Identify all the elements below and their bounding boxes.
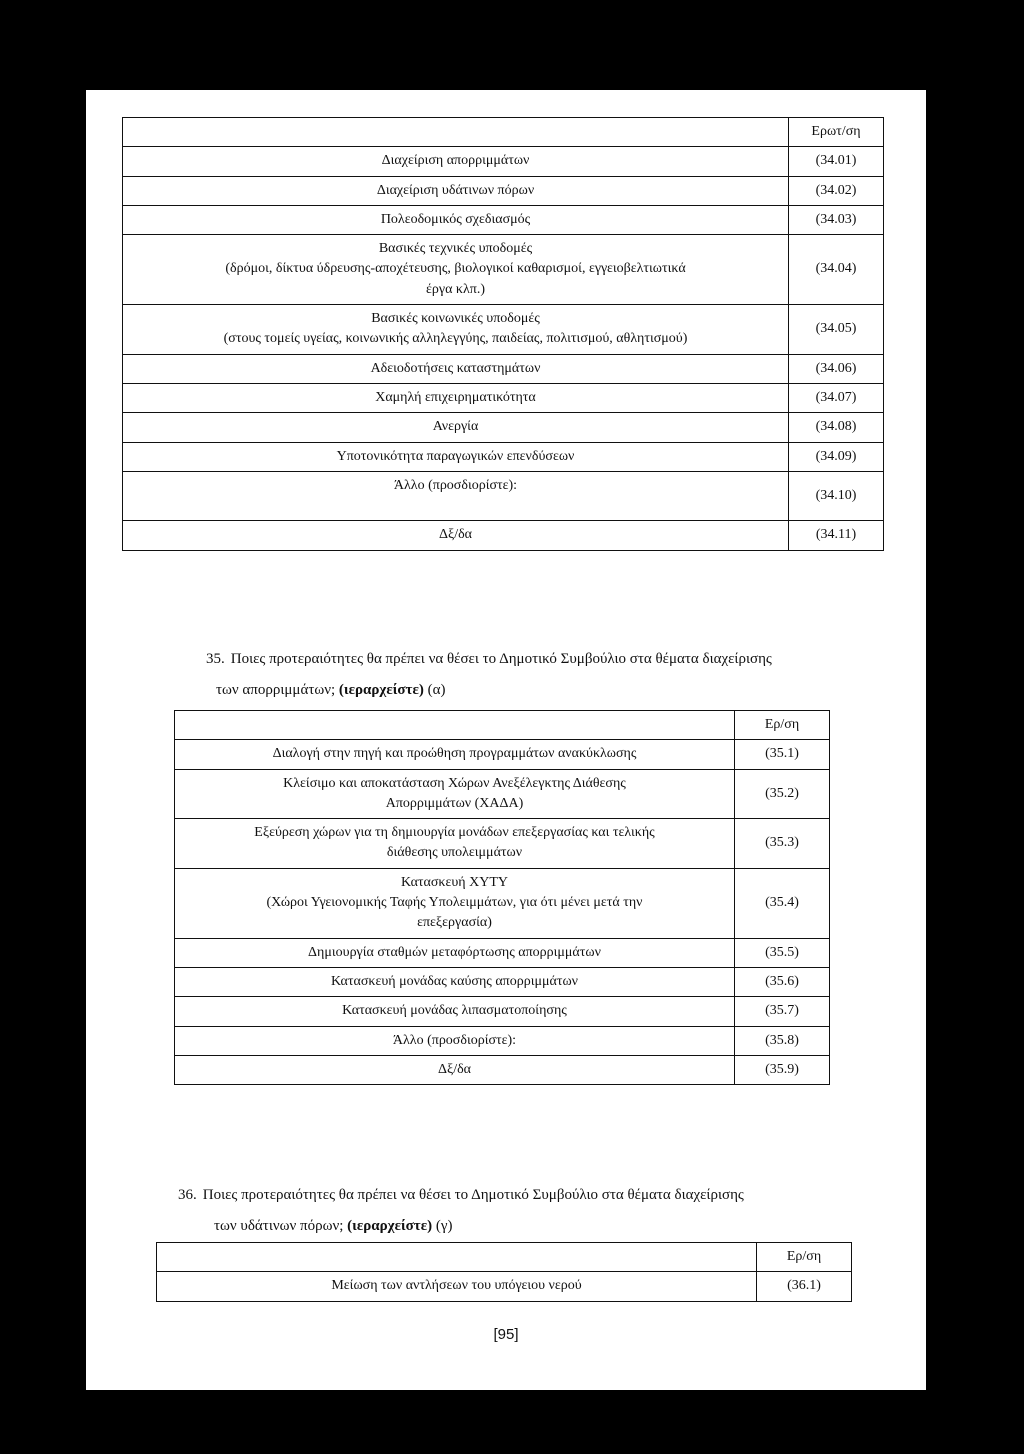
option-label-cell — [175, 819, 735, 869]
option-code-cell: (34.06) — [789, 354, 884, 383]
option-label-line: Διαχείριση απορριμμάτων — [381, 153, 530, 169]
option-label-cell — [123, 205, 789, 234]
option-code-cell: (35.6) — [735, 967, 830, 996]
option-code-cell: (34.01) — [789, 147, 884, 176]
option-label-cell — [175, 997, 735, 1026]
table-row — [123, 176, 884, 205]
option-label-cell — [123, 442, 789, 471]
option-label-line: Μείωση των αντλήσεων του υπόγειου νερού — [331, 1278, 582, 1294]
option-label-line: Κατασκευή ΧΥΤΥ — [400, 874, 508, 890]
document-page — [86, 90, 926, 1390]
option-code-cell: (34.05) — [789, 305, 884, 355]
option-code-cell: (34.03) — [789, 205, 884, 234]
option-label-cell — [123, 176, 789, 205]
option-label-cell — [123, 354, 789, 383]
table-header-row — [123, 118, 884, 147]
option-label-line: Δξ/δα — [437, 1061, 472, 1077]
option-label-cell — [175, 769, 735, 819]
table-row — [123, 442, 884, 471]
question-note: (α) — [423, 682, 446, 698]
table-row — [175, 740, 830, 769]
header-empty-cell — [175, 711, 735, 740]
option-code-cell: (34.08) — [789, 413, 884, 442]
option-label-line: (στους τομείς υγείας, κοινωνικής αλληλεγγύης, παιδείας, πολιτισμού, αθλητισμού) — [223, 331, 688, 347]
option-label-cell — [123, 521, 789, 550]
option-label-line: Εξεύρεση χώρων για τη δημιουργία μονάδων επεξεργασίας και τελικής — [254, 825, 655, 841]
table-row — [175, 1026, 830, 1055]
table-header-row — [175, 711, 830, 740]
option-label-cell — [175, 967, 735, 996]
option-label-cell — [123, 147, 789, 176]
option-label-line: Απορριμμάτων (ΧΑΔΑ) — [385, 795, 524, 811]
question-text-cont: των απορριμμάτων; — [216, 682, 339, 698]
option-label-line: (δρόμοι, δίκτυα ύδρευσης-αποχέτευσης, βιολογικοί καθαρισμοί, εγγειοβελτιωτικά — [225, 261, 686, 277]
option-label-line: Βασικές τεχνικές υποδομές — [378, 241, 533, 257]
question-36 — [178, 1180, 918, 1242]
question-number: 35. — [206, 651, 225, 667]
table-row — [123, 521, 884, 550]
question-text: Ποιες προτεραιότητες θα πρέπει να θέσει το Δημοτικό Συμβούλιο στα θέματα διαχείρισης — [202, 1187, 744, 1203]
table-row — [175, 1055, 830, 1084]
table-question-34 — [122, 117, 884, 551]
option-label-cell — [123, 305, 789, 355]
option-label-line: Διαχείριση υδάτινων πόρων — [376, 182, 535, 198]
option-label-line: έργα κλπ.) — [426, 281, 485, 297]
option-label-line: Κατασκευή μονάδας λιπασματοποίησης — [342, 1003, 567, 1019]
option-label-line: Ανεργία — [432, 419, 479, 435]
option-label-cell — [123, 235, 789, 305]
table-row — [175, 868, 830, 938]
option-code-cell: (34.11) — [789, 521, 884, 550]
table-row — [123, 471, 884, 521]
table-row — [123, 383, 884, 412]
option-code-cell: (35.1) — [735, 740, 830, 769]
option-label-line: Αδειοδοτήσεις καταστημάτων — [370, 360, 541, 376]
option-label-cell — [123, 471, 789, 521]
option-label-line: διάθεσης υπολειμμάτων — [386, 845, 523, 861]
option-label-line: Πολεοδομικός σχεδιασμός — [380, 211, 531, 227]
option-label-line: Κλείσιμο και αποκατάσταση Χώρων Ανεξέλεγκτης Διάθεσης — [283, 775, 626, 791]
table-header-row — [157, 1243, 852, 1272]
header-empty-cell — [123, 118, 789, 147]
header-empty-cell — [157, 1243, 757, 1272]
question-note: (γ) — [432, 1218, 453, 1234]
option-label-line: Υποτονικότητα παραγωγικών επενδύσεων — [336, 448, 575, 464]
option-label-cell — [123, 413, 789, 442]
option-label-cell — [123, 383, 789, 412]
option-code-cell: (34.04) — [789, 235, 884, 305]
option-label-line: Άλλο (προσδιορίστε): — [392, 1032, 517, 1048]
option-label-cell — [175, 1055, 735, 1084]
table-question-36 — [156, 1242, 852, 1302]
option-label-cell — [175, 938, 735, 967]
table-row — [123, 305, 884, 355]
option-code-cell: (34.07) — [789, 383, 884, 412]
option-code-cell: (36.1) — [757, 1272, 852, 1301]
table-row — [175, 819, 830, 869]
option-code-cell: (35.4) — [735, 868, 830, 938]
option-label-line: Δημιουργία σταθμών μεταφόρτωσης απορριμμάτων — [308, 944, 601, 960]
table-row — [123, 235, 884, 305]
option-label-line: Άλλο (προσδιορίστε): — [393, 477, 518, 493]
header-code-cell: Ερ/ση — [735, 711, 830, 740]
option-code-cell: (35.9) — [735, 1055, 830, 1084]
option-code-cell: (35.5) — [735, 938, 830, 967]
table-question-35 — [174, 710, 830, 1085]
option-code-cell: (35.8) — [735, 1026, 830, 1055]
option-label-line: Κατασκευή μονάδας καύσης απορριμμάτων — [330, 973, 579, 989]
option-code-cell: (34.02) — [789, 176, 884, 205]
option-code-cell: (35.2) — [735, 769, 830, 819]
instruction-bold: (ιεραρχείστε) — [347, 1218, 433, 1234]
option-label-line: Βασικές κοινωνικές υποδομές — [371, 311, 540, 327]
option-label-line: Δξ/δα — [438, 527, 473, 543]
option-label-cell — [157, 1272, 757, 1301]
table-row — [123, 205, 884, 234]
option-code-cell: (34.10) — [789, 471, 884, 521]
option-label-line: Διαλογή στην πηγή και προώθηση προγραμμάτων ανακύκλωσης — [272, 746, 637, 762]
table-row — [157, 1272, 852, 1301]
header-code-cell: Ερωτ/ση — [789, 118, 884, 147]
option-label-line: (Χώροι Υγειονομικής Ταφής Υπολειμμάτων, για ότι μένει μετά την — [266, 895, 643, 911]
table-row — [175, 967, 830, 996]
option-label-cell — [175, 1026, 735, 1055]
question-text: Ποιες προτεραιότητες θα πρέπει να θέσει το Δημοτικό Συμβούλιο στα θέματα διαχείρισης — [230, 651, 772, 667]
table-row — [175, 938, 830, 967]
instruction-bold: (ιεραρχείστε) — [338, 682, 424, 698]
table-row — [123, 413, 884, 442]
option-label-cell — [175, 740, 735, 769]
table-row — [123, 354, 884, 383]
question-number: 36. — [178, 1187, 197, 1203]
option-label-line — [129, 496, 782, 516]
option-label-cell — [175, 868, 735, 938]
page-number: [95] — [493, 1326, 519, 1343]
question-35 — [206, 644, 906, 706]
table-row — [175, 997, 830, 1026]
option-code-cell: (34.09) — [789, 442, 884, 471]
option-label-line: επεξεργασία) — [417, 915, 492, 931]
table-row — [123, 147, 884, 176]
table-row — [175, 769, 830, 819]
option-label-line: Χαμηλή επιχειρηματικότητα — [375, 389, 536, 405]
option-code-cell: (35.7) — [735, 997, 830, 1026]
header-code-cell: Ερ/ση — [757, 1243, 852, 1272]
question-text-cont: των υδάτινων πόρων; — [214, 1218, 348, 1234]
option-code-cell: (35.3) — [735, 819, 830, 869]
